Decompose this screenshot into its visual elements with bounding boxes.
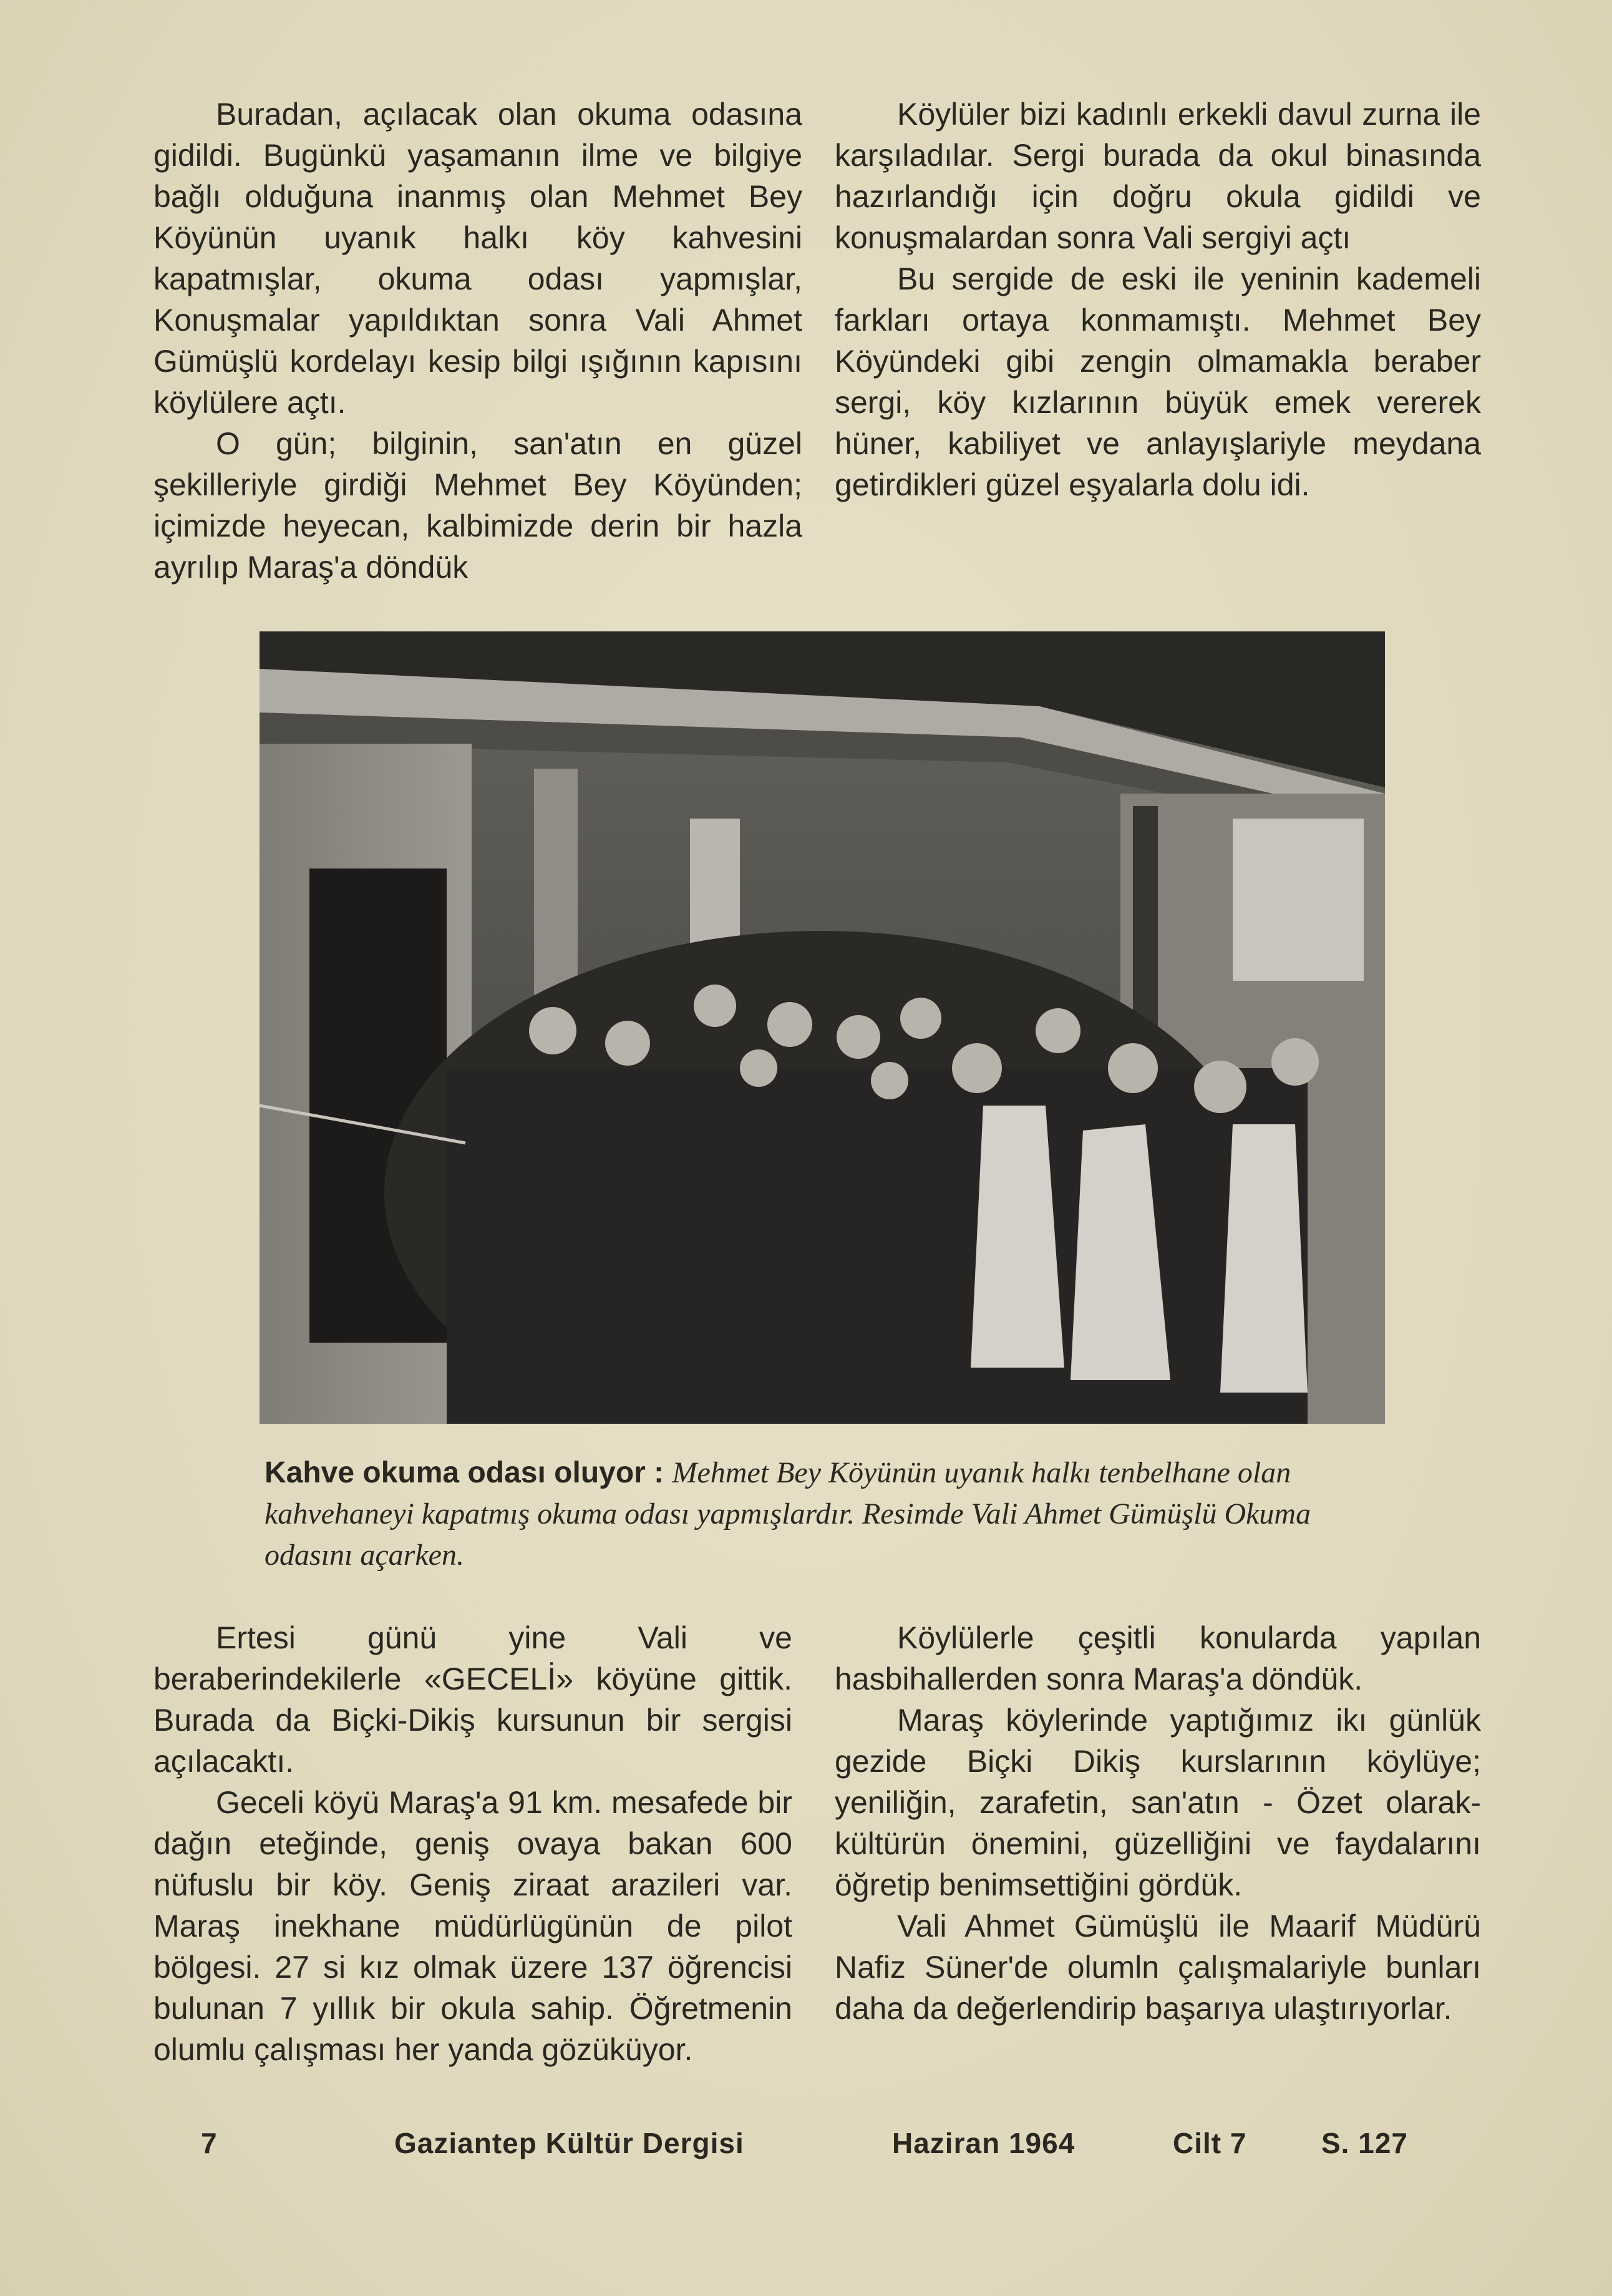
paragraph: Bu sergide de eski ile yeninin kademeli farkları ortaya konmamıştı. Mehmet Bey Köyündeki gibi zengin olmamakla beraber sergi, köy kızlarının büyük emek vererek hüner, kabiliyet ve anlayışlariyle meydana getirdikleri güzel eşyalarla dolu idi. — [835, 261, 1481, 502]
photo-caption — [265, 1452, 1387, 1576]
paragraph: O gün; bilginin, san'atın en güzel şekilleriyle girdiği Mehmet Bey Köyünden; içimizde heyecan, kalbimizde derin bir hazla ayrılıp Maraş'a döndük — [153, 426, 802, 585]
paragraph: Köylüler bizi kadınlı erkekli davul zurna ile karşıladılar. Sergi burada da okul binasında hazırlandığı için doğru okula gidildi ve konuşmalardan sonra Vali sergiyi açtı — [835, 97, 1481, 255]
paragraph: Ertesi günü yine Vali ve beraberindekilerle «GECELİ» köyüne gittik. Burada da Biçki-Dikiş kursunun bir sergisi açılacaktı. — [153, 1620, 792, 1779]
news-photograph — [260, 631, 1385, 1424]
paragraph: Geceli köyü Maraş'a 91 km. mesafede bir dağın eteğinde, geniş ovaya bakan 600 nüfuslu bir köy. Geniş ziraat arazileri var. Maraş inekhane müdürlügünün de pilot bölgesi. 27 si kız olmak üzere 137 öğrencisi bulunan 7 yıllık bir okula sahip. Öğretmenin olumlu çalışması her yanda gözüküyor. — [153, 1785, 792, 2067]
paragraph: Vali Ahmet Gümüşlü ile Maarif Müdürü Nafiz Süner'de olumln çalışmalariyle bunları daha da değerlendirip başarıya ulaştırıyorlar. — [835, 1909, 1481, 2026]
page-footer — [0, 2126, 1612, 2164]
caption-text: Mehmet Bey Köyünün uyanık halkı tenbelhane olan kahvehaneyi kapatmış okuma odası yapmışlardır. Resimde Vali Ahmet Gümüşlü Okuma odasını açarken. — [265, 1456, 1311, 1572]
paragraph: Maraş köylerinde yaptığımız ikı günlük gezide Biçki Dikiş kurslarının köylüye; yeniliğin, zarafetin, san'atın - Özet olarak-kültürün önemini, güzelliğini ve faydalarını öğretip benimsettiğini gördük. — [835, 1703, 1481, 1902]
photo-illustration — [260, 631, 1385, 1424]
article-column-bottom-right — [835, 1617, 1481, 2029]
paragraph: Buradan, açılacak olan okuma odasına gidildi. Bugünkü yaşamanın ilme ve bilgiye bağlı olduğuna inanmış olan Mehmet Bey Köyünün uyanık halkı köy kahvesini kapatmışlar, okuma odası yapmışlar, Konuşmalar yapıldıktan sonra Vali Ahmet Gümüşlü kordelayı kesip bilgi ışığının kapısını köylülere açtı. — [153, 97, 802, 420]
page-number: 7 — [201, 2127, 218, 2159]
caption-lead: Kahve okuma odası oluyor : — [265, 1456, 664, 1489]
magazine-title: Gaziantep Kültür Dergisi — [394, 2127, 744, 2159]
article-column-top-right — [835, 94, 1481, 505]
article-column-bottom-left — [153, 1617, 792, 2070]
paragraph: Köylülerle çeşitli konularda yapılan hasbihallerden sonra Maraş'a döndük. — [835, 1620, 1481, 1696]
article-column-top-left — [153, 94, 802, 588]
volume-number: Cilt 7 — [1173, 2127, 1247, 2159]
issue-number: S. 127 — [1321, 2127, 1408, 2159]
issue-date: Haziran 1964 — [892, 2127, 1075, 2159]
